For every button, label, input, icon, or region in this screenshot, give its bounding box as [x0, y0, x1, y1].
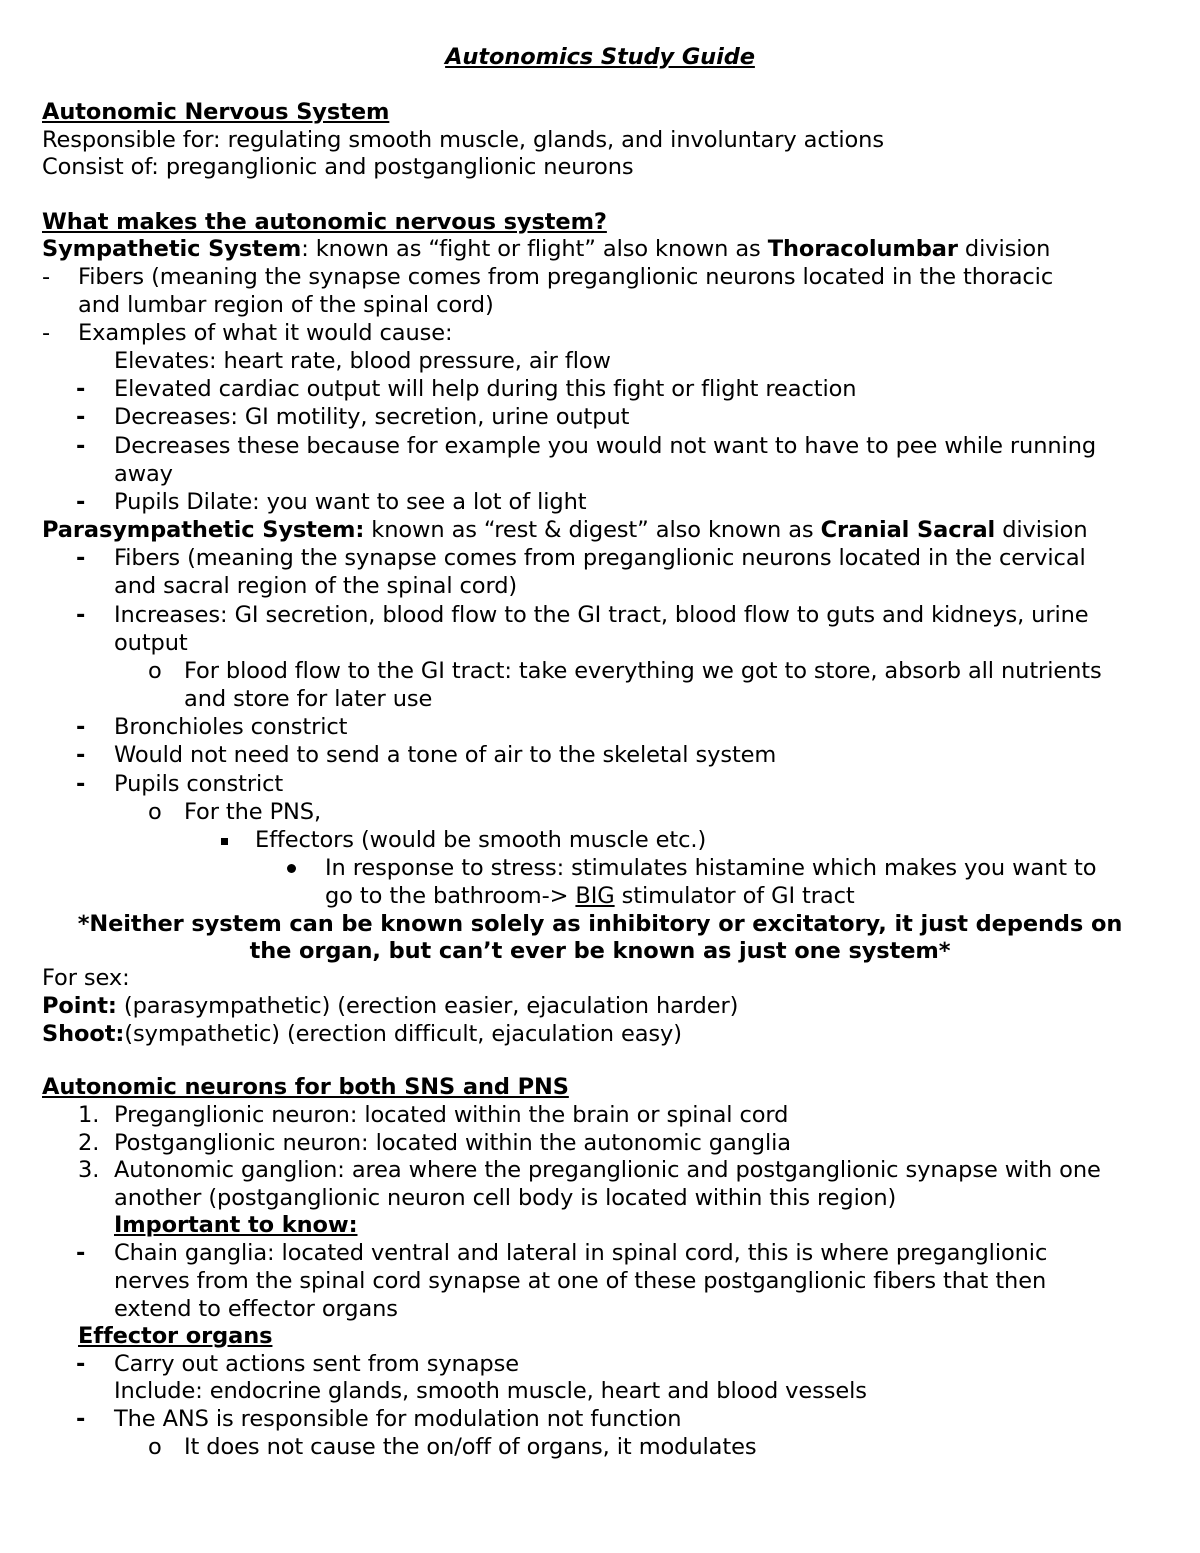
sympathetic-decreases-why-line2: away — [114, 461, 173, 487]
neurons-heading: Autonomic neurons for both SNS and PNS — [42, 1074, 569, 1100]
shoot-label: Shoot: — [42, 1021, 125, 1047]
dash-bullet: - — [76, 1406, 86, 1432]
modulates-not-onoff: It does not cause the on/off of organs, it modulates — [184, 1434, 757, 1460]
shoot-line: Shoot:(sympathetic) (erection difficult, ejaculation easy) — [42, 1021, 682, 1047]
sympathetic-decreases-why-line1: Decreases these because for example you would not want to have to pee while running — [114, 433, 1097, 459]
effector-include: Include: endocrine glands, smooth muscle, heart and blood vessels — [114, 1378, 867, 1404]
list-number: 2. — [78, 1130, 100, 1156]
list-number: 3. — [78, 1157, 100, 1183]
dash-bullet: - — [76, 376, 86, 402]
sympathetic-decreases: Decreases: GI motility, secretion, urine output — [114, 404, 630, 430]
stress-line1: In response to stress: stimulates histamine which makes you want to — [325, 855, 1097, 881]
parasympathetic-intro: Parasympathetic System: known as “rest & digest” also known as Cranial Sacral division — [42, 517, 1088, 543]
neuron-item-1: Preganglionic neuron: located within the brain or spinal cord — [114, 1102, 789, 1128]
effector-organs-heading: Effector organs — [78, 1323, 273, 1349]
dash-bullet: - — [42, 320, 51, 346]
document-title: Autonomics Study Guide — [445, 44, 755, 70]
sympathetic-elevated-cardiac: Elevated cardiac output will help during this fight or flight reaction — [114, 376, 857, 402]
what-makes-heading: What makes the autonomic nervous system? — [42, 209, 607, 235]
neuron-item-3-line1: Autonomic ganglion: area where the preganglionic and postganglionic synapse with one — [114, 1157, 1101, 1183]
square-bullet — [221, 838, 228, 845]
neither-system-note-line2: the organ, but can’t ever be known as just one system* — [249, 938, 951, 964]
ans-heading: Autonomic Nervous System — [42, 99, 390, 125]
parasympathetic-increases-line2: output — [114, 630, 188, 656]
air-to-skeletal: Would not need to send a tone of air to the skeletal system — [114, 742, 777, 768]
dash-bullet: - — [76, 433, 86, 459]
dash-bullet: - — [76, 404, 86, 430]
round-bullet — [287, 864, 296, 873]
dash-bullet: - — [76, 742, 86, 768]
parasympathetic-label: Parasympathetic System: — [42, 517, 365, 543]
sympathetic-elevates: Elevates: heart rate, blood pressure, air flow — [114, 348, 611, 374]
dash-bullet: - — [42, 264, 51, 290]
bronchioles: Bronchioles constrict — [114, 714, 348, 740]
chain-ganglia-line3: extend to effector organs — [114, 1296, 398, 1322]
point-line: Point: (parasympathetic) (erection easier, ejaculation harder) — [42, 993, 739, 1019]
carry-out-actions: Carry out actions sent from synapse — [114, 1351, 519, 1377]
sympathetic-label: Sympathetic System — [42, 236, 302, 262]
sympathetic-intro: Sympathetic System: known as “fight or flight” also known as Thoracolumbar division — [42, 236, 1051, 262]
blood-flow-line1: For blood flow to the GI tract: take everything we got to store, absorb all nutrients — [184, 658, 1102, 684]
big-emphasis: BIG — [575, 883, 615, 909]
list-number: 1. — [78, 1102, 100, 1128]
circle-bullet: o — [148, 799, 162, 825]
cranial-sacral-term: Cranial Sacral — [820, 517, 996, 543]
sympathetic-fibers-line2: and lumbar region of the spinal cord) — [78, 292, 494, 318]
neuron-item-3-line2: another (postganglionic neuron cell body is located within this region) — [114, 1185, 897, 1211]
dash-bullet: - — [76, 602, 86, 628]
for-the-pns: For the PNS, — [184, 799, 322, 825]
neither-system-note-line1: *Neither system can be known solely as inhibitory or excitatory, it just depends on — [77, 911, 1123, 937]
effectors: Effectors (would be smooth muscle etc.) — [255, 827, 707, 853]
dash-bullet: - — [76, 1240, 86, 1266]
sympathetic-examples: Examples of what it would cause: — [78, 320, 453, 346]
pupils-constrict: Pupils constrict — [114, 771, 284, 797]
circle-bullet: o — [148, 658, 162, 684]
blood-flow-line2: and store for later use — [184, 686, 433, 712]
dash-bullet: - — [76, 771, 86, 797]
chain-ganglia-line2: nerves from the spinal cord synapse at one of these postganglionic fibers that then — [114, 1268, 1047, 1294]
parasympathetic-increases-line1: Increases: GI secretion, blood flow to the GI tract, blood flow to guts and kidneys, urine — [114, 602, 1089, 628]
dash-bullet: - — [76, 489, 86, 515]
sympathetic-fibers-line1: Fibers (meaning the synapse comes from preganglionic neurons located in the thoracic — [78, 264, 1054, 290]
ans-consist: Consist of: preganglionic and postganglionic neurons — [42, 154, 634, 180]
parasympathetic-fibers-line2: and sacral region of the spinal cord) — [114, 573, 518, 599]
important-to-know-heading: Important to know: — [114, 1212, 358, 1238]
thoracolumbar-term: Thoracolumbar — [767, 236, 958, 262]
parasympathetic-fibers-line1: Fibers (meaning the synapse comes from preganglionic neurons located in the cervical — [114, 545, 1086, 571]
sympathetic-pupils: Pupils Dilate: you want to see a lot of light — [114, 489, 587, 515]
ans-responsible: Responsible for: regulating smooth muscle, glands, and involuntary actions — [42, 127, 884, 153]
dash-bullet: - — [76, 545, 86, 571]
dash-bullet: - — [76, 1351, 86, 1377]
circle-bullet: o — [148, 1434, 162, 1460]
neuron-item-2: Postganglionic neuron: located within the autonomic ganglia — [114, 1130, 791, 1156]
point-label: Point: — [42, 993, 117, 1019]
chain-ganglia-line1: Chain ganglia: located ventral and lateral in spinal cord, this is where preganglionic — [114, 1240, 1048, 1266]
for-sex: For sex: — [42, 965, 130, 991]
dash-bullet: - — [76, 714, 86, 740]
ans-modulation: The ANS is responsible for modulation not function — [114, 1406, 682, 1432]
stress-line2: go to the bathroom-> BIG stimulator of GI tract — [325, 883, 855, 909]
